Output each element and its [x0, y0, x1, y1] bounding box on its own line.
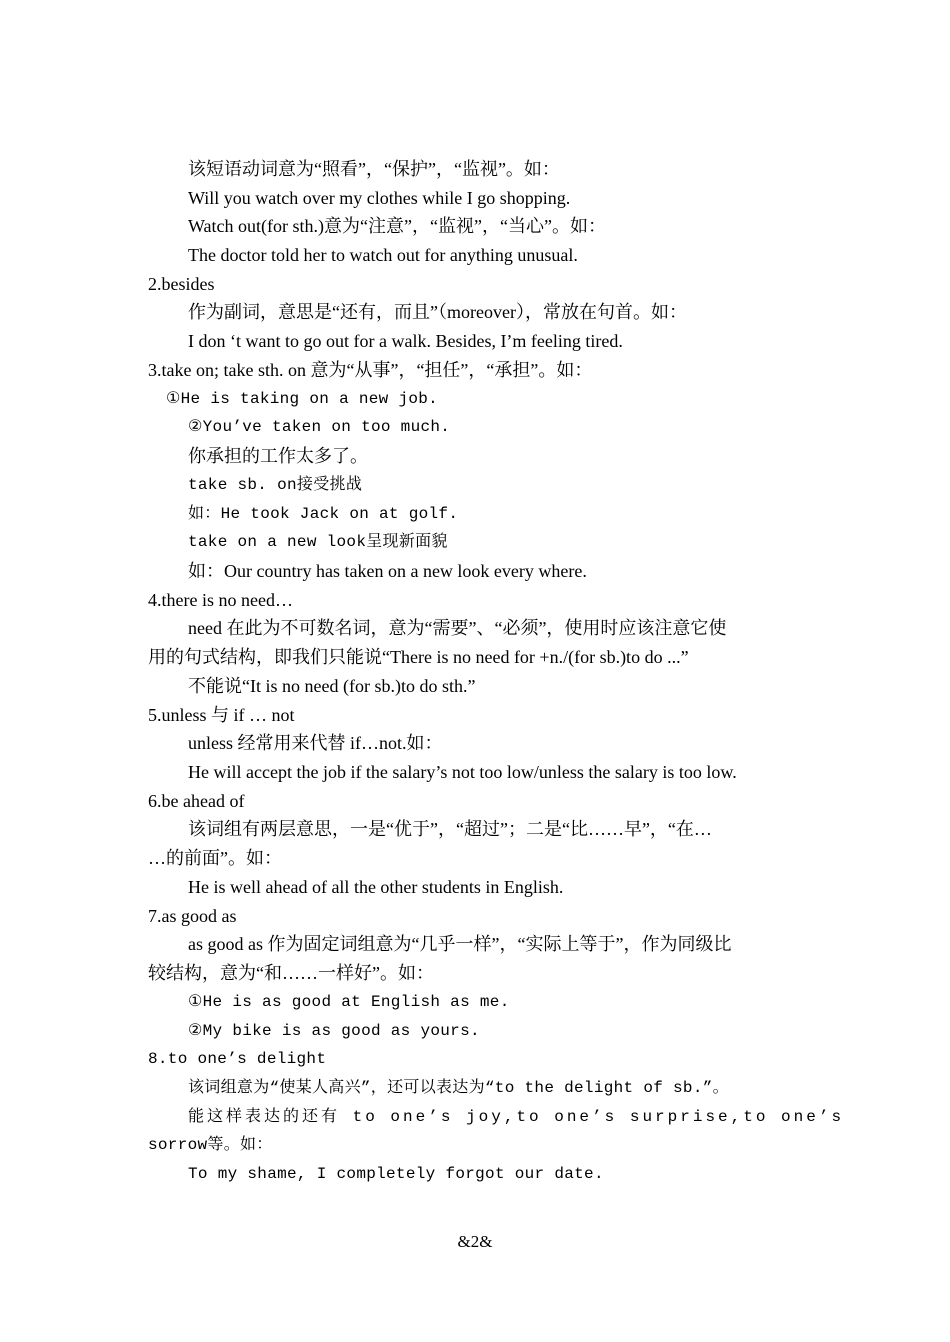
section-heading: 7.as good as	[148, 906, 237, 926]
text-line: 较结构，意为“和……一样好”。如：	[148, 963, 434, 983]
text-line: 该短语动词意为“照看”，“保护”，“监视”。如：	[188, 159, 560, 179]
text-line: 该词组有两层意思，一是“优于”，“超过”；二是“比……早”，“在…	[188, 819, 712, 839]
example-sentence: He will accept the job if the salary’s not too low/unless the salary is too low.	[188, 762, 737, 782]
text-line: unless 经常用来代替 if…not.如：	[188, 733, 443, 753]
text-line: …的前面”。如：	[148, 848, 282, 868]
example-sentence: ①He is as good at English as me.	[188, 993, 510, 1011]
example-sentence: The doctor told her to watch out for anything unusual.	[188, 245, 578, 265]
text-line: as good as 作为固定词组意为“几乎一样”，“实际上等于”，作为同级比	[188, 934, 732, 954]
example-sentence: ①He is taking on a new job.	[166, 390, 439, 408]
text-line: 你承担的工作太多了。	[188, 446, 368, 466]
example-sentence: To my shame, I completely forgot our date.	[188, 1165, 604, 1183]
text-line: take on a new look呈现新面貌	[188, 533, 448, 551]
text-line: Watch out(for sth.)意为“注意”，“监视”，“当心”。如：	[188, 216, 606, 236]
text-line: 用的句式结构，即我们只能说“There is no need for +n./(for sb.)to do ...”	[148, 647, 689, 667]
example-sentence: Will you watch over my clothes while I go shopping.	[188, 188, 571, 208]
example-sentence: 如：He took Jack on at golf.	[188, 505, 459, 523]
example-sentence: I don ‘t want to go out for a walk. Besides, I’m feeling tired.	[188, 331, 623, 351]
section-heading: 8.to one’s delight	[148, 1050, 327, 1068]
section-heading: 3.take on; take sth. on 意为“从事”，“担任”，“承担”。如：	[148, 360, 593, 380]
section-heading: 6.be ahead of	[148, 791, 245, 811]
text-line: 不能说“It is no need (for sb.)to do sth.”	[188, 676, 476, 696]
section-heading: 2.besides	[148, 274, 215, 294]
text-line: 该词组意为“使某人高兴”，还可以表达为“to the delight of sb.”。	[188, 1079, 729, 1097]
example-sentence: ②You’ve taken on too much.	[188, 418, 451, 436]
text-line: 能这样表达的还有 to one’s joy,to one’s surprise,to one’s	[188, 1108, 845, 1126]
example-sentence: He is well ahead of all the other students in English.	[188, 877, 564, 897]
text-line: sorrow等。如：	[148, 1136, 273, 1154]
text-line: need 在此为不可数名词，意为“需要”、“必须”，使用时应该注意它使	[188, 618, 727, 638]
text-line: 作为副词，意思是“还有，而且”（moreover），常放在句首。如：	[188, 302, 687, 322]
text-line: take sb. on接受挑战	[188, 476, 363, 494]
example-sentence: 如：Our country has taken on a new look every where.	[188, 561, 587, 581]
page-number: &2&	[457, 1232, 493, 1251]
example-sentence: ②My bike is as good as yours.	[188, 1022, 480, 1040]
section-heading: 5.unless 与 if … not	[148, 705, 295, 725]
section-heading: 4.there is no need…	[148, 590, 293, 610]
